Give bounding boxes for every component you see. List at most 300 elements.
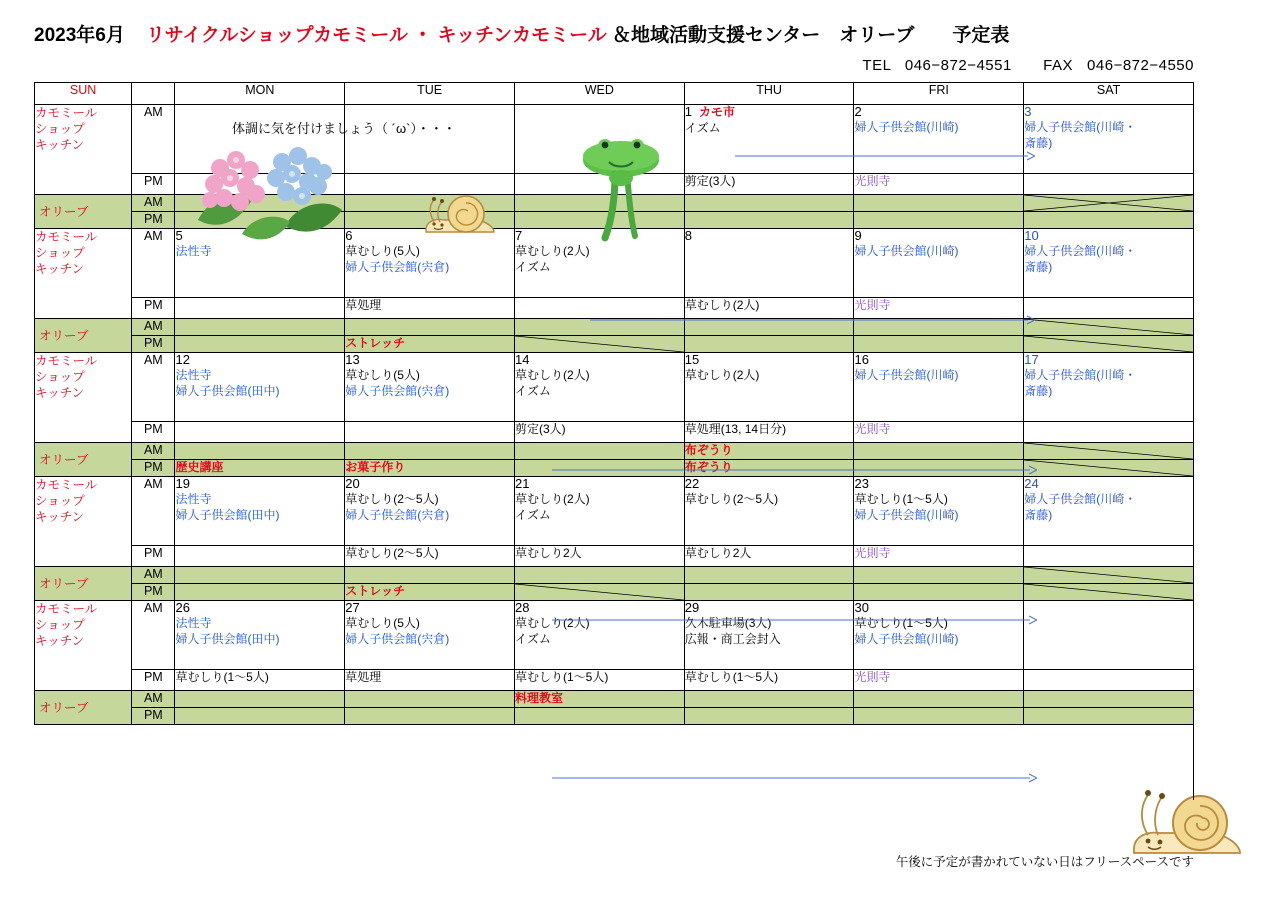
unavailable-slash [515, 584, 684, 600]
row-label-line: カモミール [35, 602, 98, 616]
day-number: 6 [345, 228, 353, 243]
olive-cell[interactable] [1024, 691, 1194, 708]
row-label-line: キッチン [35, 510, 85, 524]
event-text: 久木駐車場(3人) [684, 615, 772, 630]
row-label-line: カモミール [35, 106, 98, 120]
schedule-cell[interactable] [684, 353, 854, 422]
olive-row-am [35, 319, 1194, 336]
olive-cell[interactable] [684, 691, 854, 708]
day-number: 14 [514, 352, 530, 367]
schedule-cell[interactable] [854, 353, 1024, 422]
event-text: 光則寺 [854, 546, 891, 560]
event-text: 婦人子供会館(田中) [175, 507, 280, 522]
schedule-cell[interactable] [175, 670, 345, 691]
title-dot: ・ [413, 25, 433, 46]
olive-cell[interactable] [854, 336, 1024, 353]
unavailable-slash [1024, 460, 1193, 476]
schedule-cell[interactable] [345, 601, 515, 670]
schedule-cell[interactable] [1024, 174, 1194, 195]
schedule-cell[interactable] [854, 601, 1024, 670]
day-number: 20 [345, 476, 360, 491]
day-number: 2 [854, 104, 862, 119]
olive-cell[interactable] [514, 460, 684, 477]
week-row-am [35, 601, 1194, 670]
row-label-kamomile [35, 353, 132, 443]
fax-number: 046−872−4550 [1087, 57, 1194, 74]
olive-cell[interactable] [684, 336, 854, 353]
event-text: 法性寺 [175, 615, 212, 630]
ampm-am: AM [132, 567, 175, 584]
row-label-line: キッチン [35, 262, 85, 276]
ampm-am: AM [132, 443, 175, 460]
olive-cell[interactable] [684, 708, 854, 725]
schedule-cell[interactable] [684, 298, 854, 319]
day-number: 23 [854, 476, 869, 491]
event-text: 草むしり2人 [514, 546, 582, 560]
day-number: 5 [175, 228, 183, 243]
schedule-cell[interactable] [854, 229, 1024, 298]
schedule-cell[interactable] [1024, 353, 1194, 422]
event-text: 草むしり(5人) [345, 243, 420, 258]
title-org-shop: リサイクルショップカモミール [145, 25, 408, 46]
schedule-cell[interactable] [684, 546, 854, 567]
row-label-line: ショップ [35, 122, 85, 136]
event-text: イズム [514, 507, 551, 522]
schedule-cell[interactable] [175, 229, 345, 298]
event-text: ストレッチ [345, 584, 406, 598]
event-text: 草処理(13, 14日分) [684, 422, 787, 436]
schedule-cell[interactable] [345, 422, 515, 443]
olive-row-am [35, 691, 1194, 708]
schedule-cell[interactable] [175, 174, 345, 195]
event-text: 草むしり(1〜5人) [514, 670, 609, 684]
unavailable-slash [1024, 443, 1193, 459]
event-text: 婦人子供会館(田中) [175, 631, 280, 646]
schedule-cell[interactable] [1024, 477, 1194, 546]
row-label-line: キッチン [35, 138, 85, 152]
ampm-pm: PM [132, 546, 175, 567]
schedule-cell[interactable] [514, 229, 684, 298]
olive-row-pm [35, 584, 1194, 601]
event-text: 草むしり(2〜5人) [345, 546, 439, 560]
right-divider-line [1193, 700, 1194, 800]
day-number: 16 [854, 352, 869, 367]
olive-cell[interactable] [1024, 212, 1194, 229]
schedule-cell[interactable] [345, 546, 515, 567]
row-label-line: ショップ [35, 618, 85, 632]
olive-row-am [35, 567, 1194, 584]
day-number: 29 [684, 600, 700, 615]
unavailable-slash [1024, 567, 1193, 583]
row-label-olive: オリーブ [35, 691, 132, 725]
day-number: 9 [854, 228, 862, 243]
row-label-kamomile [35, 477, 132, 567]
olive-cell[interactable] [345, 691, 515, 708]
event-text: 婦人子供会館(川崎・ [1024, 367, 1137, 382]
schedule-cell[interactable] [854, 105, 1024, 174]
olive-cell[interactable] [514, 319, 684, 336]
unavailable-slash [1024, 319, 1193, 335]
event-text: イズム [514, 259, 551, 274]
schedule-cell[interactable] [684, 601, 854, 670]
schedule-cell[interactable] [854, 174, 1024, 195]
olive-row-am [35, 195, 1194, 212]
weekday-sat: SAT [1024, 83, 1194, 105]
schedule-cell[interactable] [514, 174, 684, 195]
olive-cell[interactable] [514, 567, 684, 584]
olive-cell[interactable] [175, 460, 345, 477]
schedule-cell[interactable] [345, 670, 515, 691]
day-number: 1 [684, 104, 692, 119]
olive-cell[interactable] [854, 567, 1024, 584]
page-title [34, 20, 1009, 47]
olive-cell[interactable] [854, 443, 1024, 460]
olive-cell[interactable] [684, 443, 854, 460]
title-org-kitchen: キッチンカモミール [437, 25, 607, 46]
schedule-cell[interactable] [1024, 601, 1194, 670]
olive-cell[interactable] [514, 443, 684, 460]
day-number: 17 [1024, 352, 1039, 367]
olive-cell[interactable] [175, 691, 345, 708]
week-row-pm [35, 670, 1194, 691]
row-label-kamomile [35, 229, 132, 319]
schedule-cell[interactable] [514, 670, 684, 691]
schedule-cell[interactable] [1024, 229, 1194, 298]
event-text: 婦人子供会館(川崎) [854, 507, 959, 522]
olive-cell[interactable] [684, 584, 854, 601]
week-row-am [35, 229, 1194, 298]
schedule-cell[interactable] [1024, 298, 1194, 319]
event-text: 婦人子供会館(宍倉) [345, 259, 450, 274]
ampm-am: AM [132, 229, 175, 298]
event-text: 草処理 [345, 298, 382, 312]
day-number: 27 [345, 600, 360, 615]
olive-cell[interactable] [1024, 584, 1194, 601]
event-text: 婦人子供会館(宍倉) [345, 507, 450, 522]
event-text: 斎藤) [1024, 135, 1053, 150]
footer-note: 午後に予定が書かれていない日はフリースペースです [895, 855, 1194, 869]
tel-number: 046−872−4551 [904, 57, 1012, 74]
row-label-olive: オリーブ [35, 443, 132, 477]
schedule-cell[interactable] [175, 353, 345, 422]
olive-cell[interactable] [175, 708, 345, 725]
day-number: 3 [1024, 104, 1032, 119]
day-number: 26 [175, 600, 190, 615]
schedule-cell[interactable] [175, 105, 345, 174]
day-number: 7 [514, 228, 523, 243]
day-number: 13 [345, 352, 360, 367]
event-text: 婦人子供会館(川崎・ [1024, 243, 1137, 258]
event-text: ストレッチ [345, 336, 406, 350]
weekday-blank [132, 83, 175, 105]
schedule-cell[interactable] [175, 546, 345, 567]
olive-cell[interactable] [514, 691, 684, 708]
schedule-cell[interactable] [854, 422, 1024, 443]
ampm-am: AM [132, 601, 175, 670]
event-text: 料理教室 [514, 691, 563, 705]
weekday-tue: TUE [345, 83, 515, 105]
event-text: 草処理 [345, 670, 382, 684]
event-text: 広報・商工会封入 [684, 631, 781, 646]
schedule-table [34, 82, 1194, 725]
schedule-cell[interactable] [175, 601, 345, 670]
row-label-kamomile [35, 601, 132, 691]
olive-cell[interactable] [514, 584, 684, 601]
schedule-cell[interactable] [175, 298, 345, 319]
schedule-cell[interactable] [514, 601, 684, 670]
olive-cell[interactable] [175, 443, 345, 460]
ampm-pm: PM [132, 336, 175, 353]
event-text: イズム [684, 120, 721, 135]
olive-cell[interactable] [854, 212, 1024, 229]
event-text: 草むしり(2人) [514, 367, 590, 382]
olive-row-am [35, 443, 1194, 460]
event-text: 婦人子供会館(川崎) [854, 367, 959, 382]
weekday-sun: SUN [35, 83, 132, 105]
event-text: 法性寺 [175, 367, 212, 382]
top-message: 体調に気を付けましょう（ ´ω`）・・・ [232, 121, 456, 136]
olive-cell[interactable] [175, 212, 345, 229]
event-text: 法性寺 [175, 491, 212, 506]
olive-cell[interactable] [1024, 567, 1194, 584]
olive-cell[interactable] [684, 460, 854, 477]
olive-cell[interactable] [1024, 708, 1194, 725]
schedule-cell[interactable] [345, 298, 515, 319]
schedule-cell[interactable] [514, 422, 684, 443]
schedule-cell[interactable] [684, 229, 854, 298]
olive-cell[interactable] [175, 567, 345, 584]
schedule-cell[interactable] [684, 670, 854, 691]
event-text: 草むしり(5人) [345, 615, 420, 630]
event-text: 歴史講座 [175, 460, 224, 474]
tel-label: TEL [862, 57, 891, 74]
unavailable-slash [1024, 336, 1193, 352]
row-label-line: ショップ [35, 370, 85, 384]
row-label-line: キッチン [35, 386, 85, 400]
row-label-olive: オリーブ [35, 319, 132, 353]
olive-cell[interactable] [175, 195, 345, 212]
olive-row-pm [35, 212, 1194, 229]
ampm-pm: PM [132, 422, 175, 443]
fax-label: FAX [1043, 57, 1074, 74]
event-text: 斎藤) [1024, 383, 1053, 398]
week-row-am [35, 105, 1194, 174]
day-number: 8 [684, 228, 692, 243]
schedule-cell[interactable] [514, 105, 684, 174]
event-text: 光則寺 [854, 174, 891, 188]
ampm-pm: PM [132, 298, 175, 319]
event-text: 草むしり(2人) [514, 615, 590, 630]
event-text: 草むしり(2人) [514, 491, 590, 506]
ampm-am: AM [132, 691, 175, 708]
event-text: 斎藤) [1024, 259, 1053, 274]
olive-cell[interactable] [345, 195, 515, 212]
olive-cell[interactable] [854, 319, 1024, 336]
olive-cell[interactable] [854, 691, 1024, 708]
event-text: 光則寺 [854, 670, 891, 684]
day-number: 15 [684, 352, 700, 367]
schedule-cell[interactable] [854, 298, 1024, 319]
olive-cell[interactable] [1024, 460, 1194, 477]
event-text: 草むしり(1〜5人) [175, 670, 269, 684]
day-number: 19 [175, 476, 190, 491]
schedule-cell[interactable] [514, 546, 684, 567]
schedule-cell[interactable] [345, 174, 515, 195]
event-text: 布ぞうり [684, 443, 733, 457]
ampm-pm: PM [132, 670, 175, 691]
schedule-cell[interactable] [1024, 546, 1194, 567]
olive-cell[interactable] [345, 584, 515, 601]
olive-cell[interactable] [684, 319, 854, 336]
schedule-cell[interactable] [1024, 670, 1194, 691]
ampm-pm: PM [132, 708, 175, 725]
week-row-pm [35, 298, 1194, 319]
event-text: 斎藤) [1024, 507, 1053, 522]
schedule-cell[interactable] [345, 353, 515, 422]
olive-cell[interactable] [684, 567, 854, 584]
day-number: 21 [514, 476, 530, 491]
olive-cell[interactable] [854, 460, 1024, 477]
schedule-cell[interactable] [345, 477, 515, 546]
row-label-line: ショップ [35, 246, 85, 260]
event-text: 法性寺 [175, 243, 212, 258]
weekday-wed: WED [514, 83, 684, 105]
event-text: 草むしり(2〜5人) [345, 491, 439, 506]
day-number: 28 [514, 600, 530, 615]
olive-cell[interactable] [854, 584, 1024, 601]
ampm-am: AM [132, 105, 175, 174]
olive-row-pm [35, 460, 1194, 477]
week-row-pm [35, 546, 1194, 567]
olive-row-pm [35, 336, 1194, 353]
schedule-cell[interactable] [854, 670, 1024, 691]
olive-cell[interactable] [1024, 443, 1194, 460]
event-text: カモ市 [698, 105, 735, 119]
schedule-cell[interactable] [854, 546, 1024, 567]
schedule-cell[interactable] [1024, 422, 1194, 443]
row-label-line: カモミール [35, 478, 98, 492]
schedule-cell[interactable] [345, 105, 515, 174]
olive-cell[interactable] [345, 567, 515, 584]
title-month: 2023年6月 [34, 25, 125, 46]
row-label-line: カモミール [35, 230, 98, 244]
week-row-am [35, 477, 1194, 546]
event-text: 婦人子供会館(宍倉) [345, 631, 450, 646]
ampm-am: AM [132, 195, 175, 212]
olive-cell[interactable] [514, 212, 684, 229]
schedule-cell[interactable] [684, 477, 854, 546]
row-label-line: キッチン [35, 634, 85, 648]
ampm-pm: PM [132, 584, 175, 601]
olive-cell[interactable] [514, 708, 684, 725]
event-text: 布ぞうり [684, 460, 733, 474]
olive-cell[interactable] [175, 319, 345, 336]
table-header-row [35, 83, 1194, 105]
row-label-line: ショップ [35, 494, 85, 508]
olive-cell[interactable] [345, 443, 515, 460]
schedule-cell[interactable] [514, 298, 684, 319]
contact-info [862, 57, 1194, 74]
schedule-cell[interactable] [684, 105, 854, 174]
olive-cell[interactable] [514, 336, 684, 353]
olive-cell[interactable] [175, 584, 345, 601]
schedule-cell[interactable] [684, 422, 854, 443]
event-text: イズム [514, 631, 551, 646]
event-text: 草むしり(1〜5人) [854, 491, 948, 506]
schedule-cell[interactable] [684, 174, 854, 195]
event-text: 草むしり(2〜5人) [684, 491, 779, 506]
weekday-thu: THU [684, 83, 854, 105]
event-text: 草むしり2人 [684, 546, 752, 560]
ampm-pm: PM [132, 212, 175, 229]
ampm-pm: PM [132, 174, 175, 195]
olive-cell[interactable] [854, 195, 1024, 212]
unavailable-slash [1024, 584, 1193, 600]
day-number: 12 [175, 352, 190, 367]
olive-cell[interactable] [345, 708, 515, 725]
event-text: 草むしり(5人) [345, 367, 420, 382]
olive-cell[interactable] [175, 336, 345, 353]
olive-row-pm [35, 708, 1194, 725]
olive-cell[interactable] [684, 212, 854, 229]
schedule-cell[interactable] [175, 422, 345, 443]
event-text: 婦人子供会館(川崎) [854, 631, 959, 646]
schedule-cell[interactable] [514, 477, 684, 546]
schedule-cell[interactable] [514, 353, 684, 422]
row-label-line: カモミール [35, 354, 98, 368]
event-text: 草むしり(2人) [514, 243, 590, 258]
olive-cell[interactable] [345, 212, 515, 229]
event-text: 草むしり(2人) [684, 367, 760, 382]
schedule-cell[interactable] [854, 477, 1024, 546]
row-label-olive: オリーブ [35, 195, 132, 229]
olive-cell[interactable] [854, 708, 1024, 725]
unavailable-slash [515, 336, 684, 352]
olive-cell[interactable] [345, 336, 515, 353]
schedule-cell[interactable] [1024, 105, 1194, 174]
event-text: 草むしり(2人) [684, 298, 760, 312]
event-text: イズム [514, 383, 551, 398]
title-org-olive: ＆地域活動支援センター オリーブ 予定表 [612, 25, 1010, 46]
ampm-am: AM [132, 353, 175, 422]
olive-cell[interactable] [684, 195, 854, 212]
event-text: 剪定(3人) [684, 174, 736, 188]
schedule-cell[interactable] [345, 229, 515, 298]
olive-cell[interactable] [345, 319, 515, 336]
continuation-arrow-icon [552, 770, 1037, 780]
ampm-pm: PM [132, 460, 175, 477]
olive-cell[interactable] [514, 195, 684, 212]
olive-cell[interactable] [345, 460, 515, 477]
olive-cell[interactable] [1024, 336, 1194, 353]
event-text: 光則寺 [854, 298, 891, 312]
olive-cell[interactable] [1024, 319, 1194, 336]
ampm-am: AM [132, 477, 175, 546]
olive-cell[interactable] [1024, 195, 1194, 212]
day-number: 22 [684, 476, 700, 491]
week-row-pm [35, 174, 1194, 195]
schedule-cell[interactable] [175, 477, 345, 546]
event-text: 婦人子供会館(田中) [175, 383, 280, 398]
event-text: 草むしり(1〜5人) [684, 670, 779, 684]
row-label-kamomile [35, 105, 132, 195]
row-label-olive: オリーブ [35, 567, 132, 601]
event-text: 婦人子供会館(川崎・ [1024, 119, 1137, 134]
event-text: 婦人子供会館(宍倉) [345, 383, 450, 398]
unavailable-slash [1024, 195, 1193, 211]
event-text: 婦人子供会館(川崎) [854, 243, 959, 258]
ampm-am: AM [132, 319, 175, 336]
